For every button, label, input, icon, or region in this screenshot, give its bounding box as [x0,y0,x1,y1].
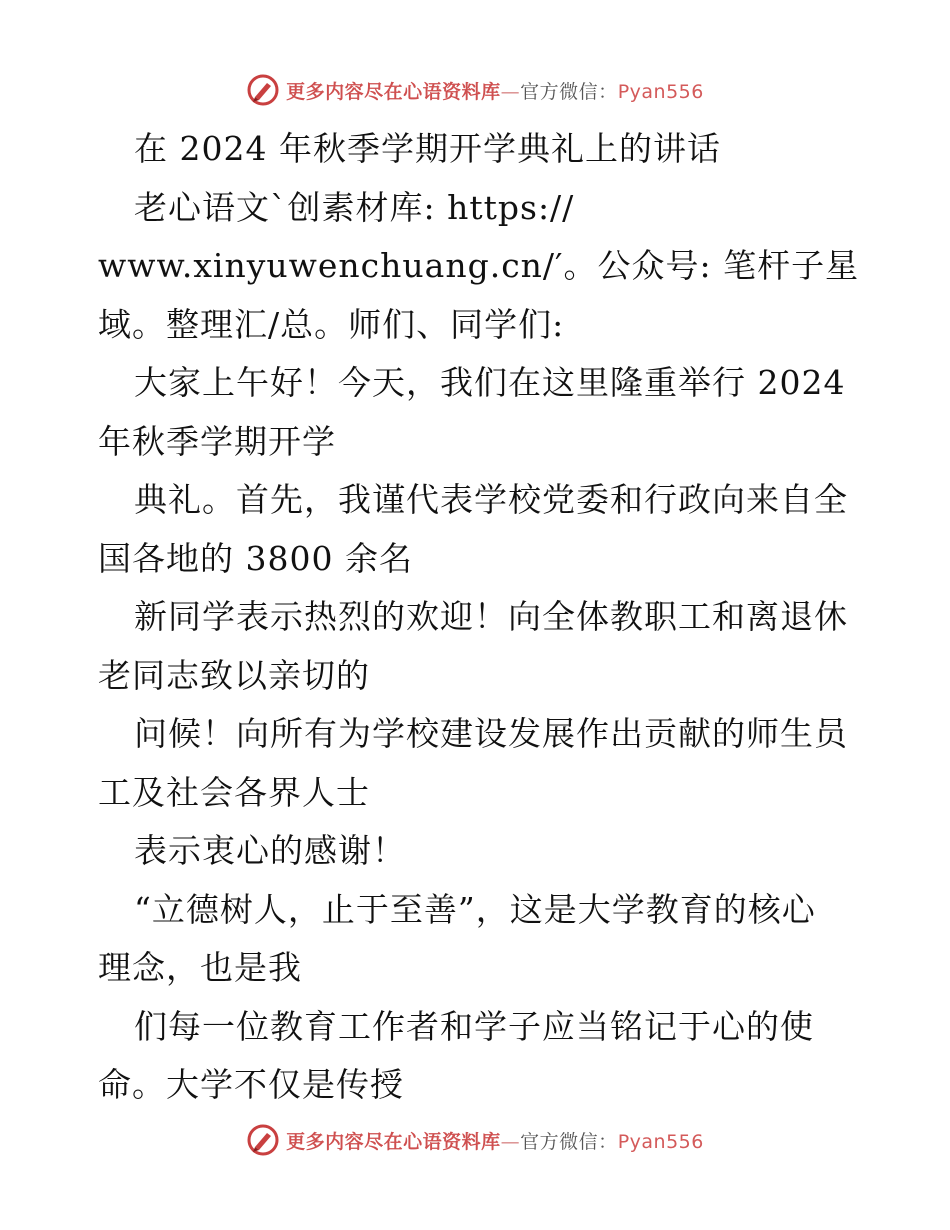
text-line: 老心语文`创素材库: https:// [134,187,575,227]
text-line: 表示衷心的感谢！ [134,831,406,870]
document-title: 在 2024 年秋季学期开学典礼上的讲话 [134,129,721,168]
text-line: 问候！向所有为学校建设发展作出贡献的师生员 [134,714,848,753]
banner-dash: — [500,1130,521,1153]
text-line: 新同学表示热烈的欢迎！向全体教职工和离退休 [134,597,848,636]
text-line: 年秋季学期开学 [98,421,336,461]
banner-wechat-id: Pyan556 [617,1130,704,1153]
text-line: 域。整理汇/总。师们、同学们: [98,304,565,344]
banner-main-text: 更多内容尽在心语资料库 [286,80,501,103]
banner-text [286,77,704,104]
banner-dash: — [500,80,521,103]
banner-text [286,1127,704,1154]
document-body [98,120,858,1115]
text-line: 大家上午好！今天，我们在这里隆重举行 2024 [134,363,846,402]
banner-wechat-label: 官方微信： [520,1130,618,1153]
banner-wechat-label: 官方微信： [520,80,618,103]
footer-banner [0,1120,950,1160]
text-line: 国各地的 3800 余名 [98,538,413,578]
text-line: www.xinyuwenchuang.cn/′。公众号: 笔杆子星 [98,246,860,285]
text-line: 理念，也是我 [98,948,302,987]
text-line: 老同志致以亲切的 [98,655,370,695]
header-banner [0,70,950,110]
red-pen-circle-icon [246,1123,280,1157]
red-pen-circle-icon [246,73,280,107]
text-line: 工及社会各界人士 [98,772,370,812]
text-line: 们每一位教育工作者和学子应当铭记于心的使 [134,1006,814,1046]
text-line: “立德树人，止于至善”，这是大学教育的核心 [134,889,816,929]
text-line: 典礼。首先，我谨代表学校党委和行政向来自全 [134,480,848,519]
banner-main-text: 更多内容尽在心语资料库 [286,1130,501,1153]
banner-wechat-id: Pyan556 [617,80,704,103]
text-line: 命。大学不仅是传授 [98,1065,404,1104]
